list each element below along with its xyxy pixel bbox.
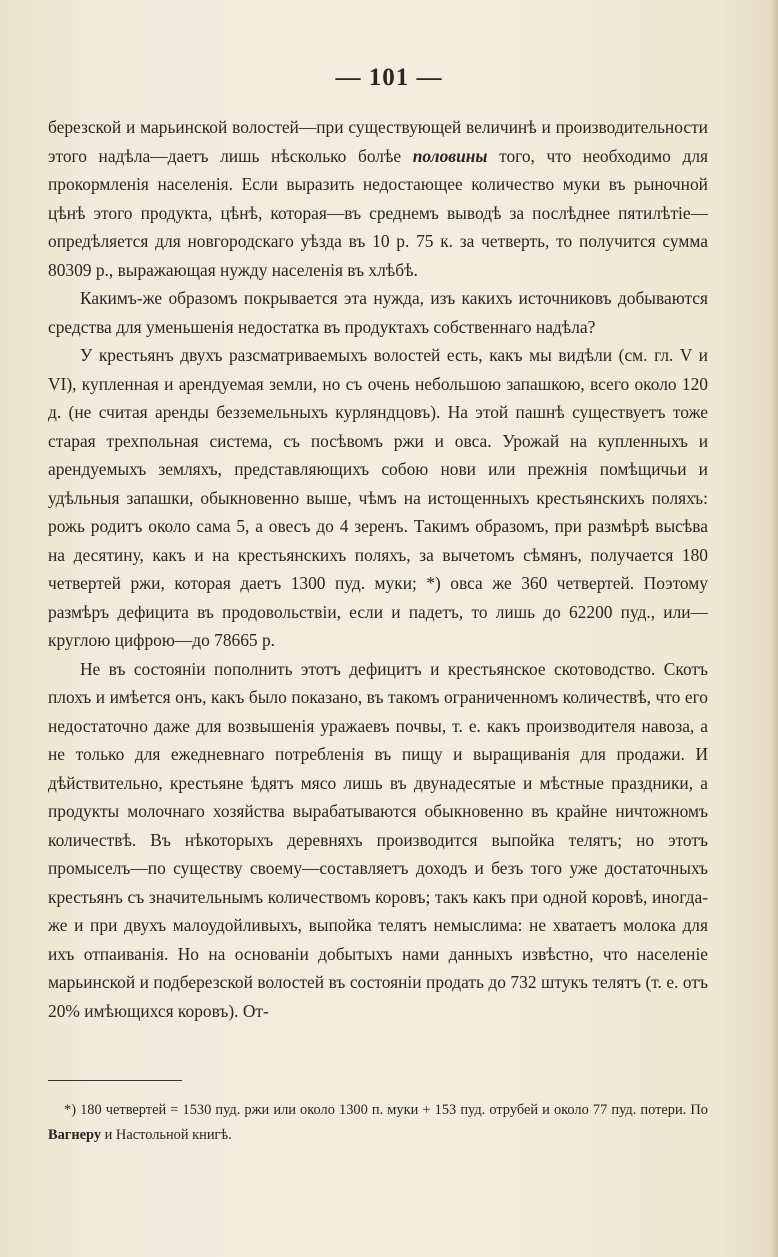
footnote bbox=[48, 1098, 708, 1148]
page-edge-shadow bbox=[770, 0, 778, 1257]
emphasis-word: половины bbox=[412, 145, 488, 166]
footnote-text-end: и Настольной книгѣ. bbox=[101, 1127, 232, 1143]
paragraph-2: Какимъ-же образомъ покрывается эта нужда, изъ какихъ источниковъ добываются средства для уменьшенія недостатка въ продуктахъ собственнаго надѣла? bbox=[48, 288, 708, 337]
page-number: — 101 — bbox=[335, 64, 443, 91]
footnote-author: Вагнеру bbox=[48, 1127, 102, 1143]
paragraph-1-start: березской и марьинской волостей—при существующей величинѣ и производительности этого надѣла—даетъ лишь нѣсколько болѣе bbox=[48, 117, 708, 166]
body-text bbox=[48, 113, 708, 1025]
paragraph-3: У крестьянъ двухъ разсматриваемыхъ волостей есть, какъ мы видѣли (см. гл. V и VI), купленная и арендуемая земли, но съ очень небольшою запашкою, всего около 120 д. (не считая аренды безземельныхъ курляндцовъ). На этой пашнѣ существуетъ тоже старая трехпольная система, съ посѣвомъ ржи и овса. Урожай на купленныхъ и арендуемыхъ земляхъ, представляющихъ собою нови или прежнія помѣщичьи и удѣльныя запашки, обыкновенно выше, чѣмъ на истощенныхъ крестьянскихъ поляхъ: рожь родитъ около сама 5, а овесъ до 4 зеренъ. Такимъ образомъ, при размѣрѣ высѣва на десятину, какъ и на крестьянскихъ поляхъ, за вычетомъ сѣмянъ, получается 180 четвертей ржи, которая даетъ 1300 пуд. муки; *) овса же 360 четвертей. Поэтому размѣръ дефицита въ продовольствіи, если и падетъ, то лишь до 62200 пуд., или—круглою цифрою—до 78665 р. bbox=[48, 345, 708, 650]
footnote-text-start: *) 180 четвертей = 1530 пуд. ржи или около 1300 п. муки + 153 пуд. отрубей и около 77 пуд. потери. По bbox=[64, 1102, 708, 1118]
footnote-divider bbox=[48, 1080, 182, 1081]
paragraph-1-end: того, что необходимо для прокормленія населенія. Если выразить недостающее количество муки въ рыночной цѣнѣ этого продукта, цѣнѣ, которая—въ среднемъ выводѣ за послѣднее пятилѣтіе—опредѣляется для новгородскаго уѣзда въ 10 р. 75 к. за четверть, то получится сумма 80309 р., выражающая нужду населенія въ хлѣбѣ. bbox=[48, 145, 709, 280]
paragraph-1 bbox=[48, 113, 708, 284]
paragraph-4: Не въ состояніи пополнить этотъ дефицитъ и крестьянское скотоводство. Скотъ плохъ и имѣется онъ, какъ было показано, въ такомъ ограниченномъ количествѣ, что его недостаточно даже для возвышенія уражаевъ почвы, т. е. какъ производителя навоза, а не только для ежедневнаго потребленія въ пищу и выращиванія для продажи. И дѣйствительно, крестьяне ѣдятъ мясо лишь въ двунадесятые и мѣстные праздники, а продукты молочнаго хозяйства вырабатываются обыкновенно въ крайне ничтожномъ количествѣ. Въ нѣкоторыхъ деревняхъ производится выпойка телятъ; но этотъ промыселъ—по существу своему—составляетъ доходъ и безъ того уже достаточныхъ крестьянъ съ значительнымъ количествомъ коровъ; такъ какъ при одной коровѣ, иногда-же и при двухъ малоудойливыхъ, выпойка телятъ немыслима: не хватаетъ молока для ихъ отпаиванія. Но на основаніи добытыхъ нами данныхъ извѣстно, что населеніе марьинской и подберезской волостей въ состояніи продать до 732 штукъ телятъ (т. е. отъ 20% имѣющихся коровъ). От- bbox=[48, 658, 708, 1021]
